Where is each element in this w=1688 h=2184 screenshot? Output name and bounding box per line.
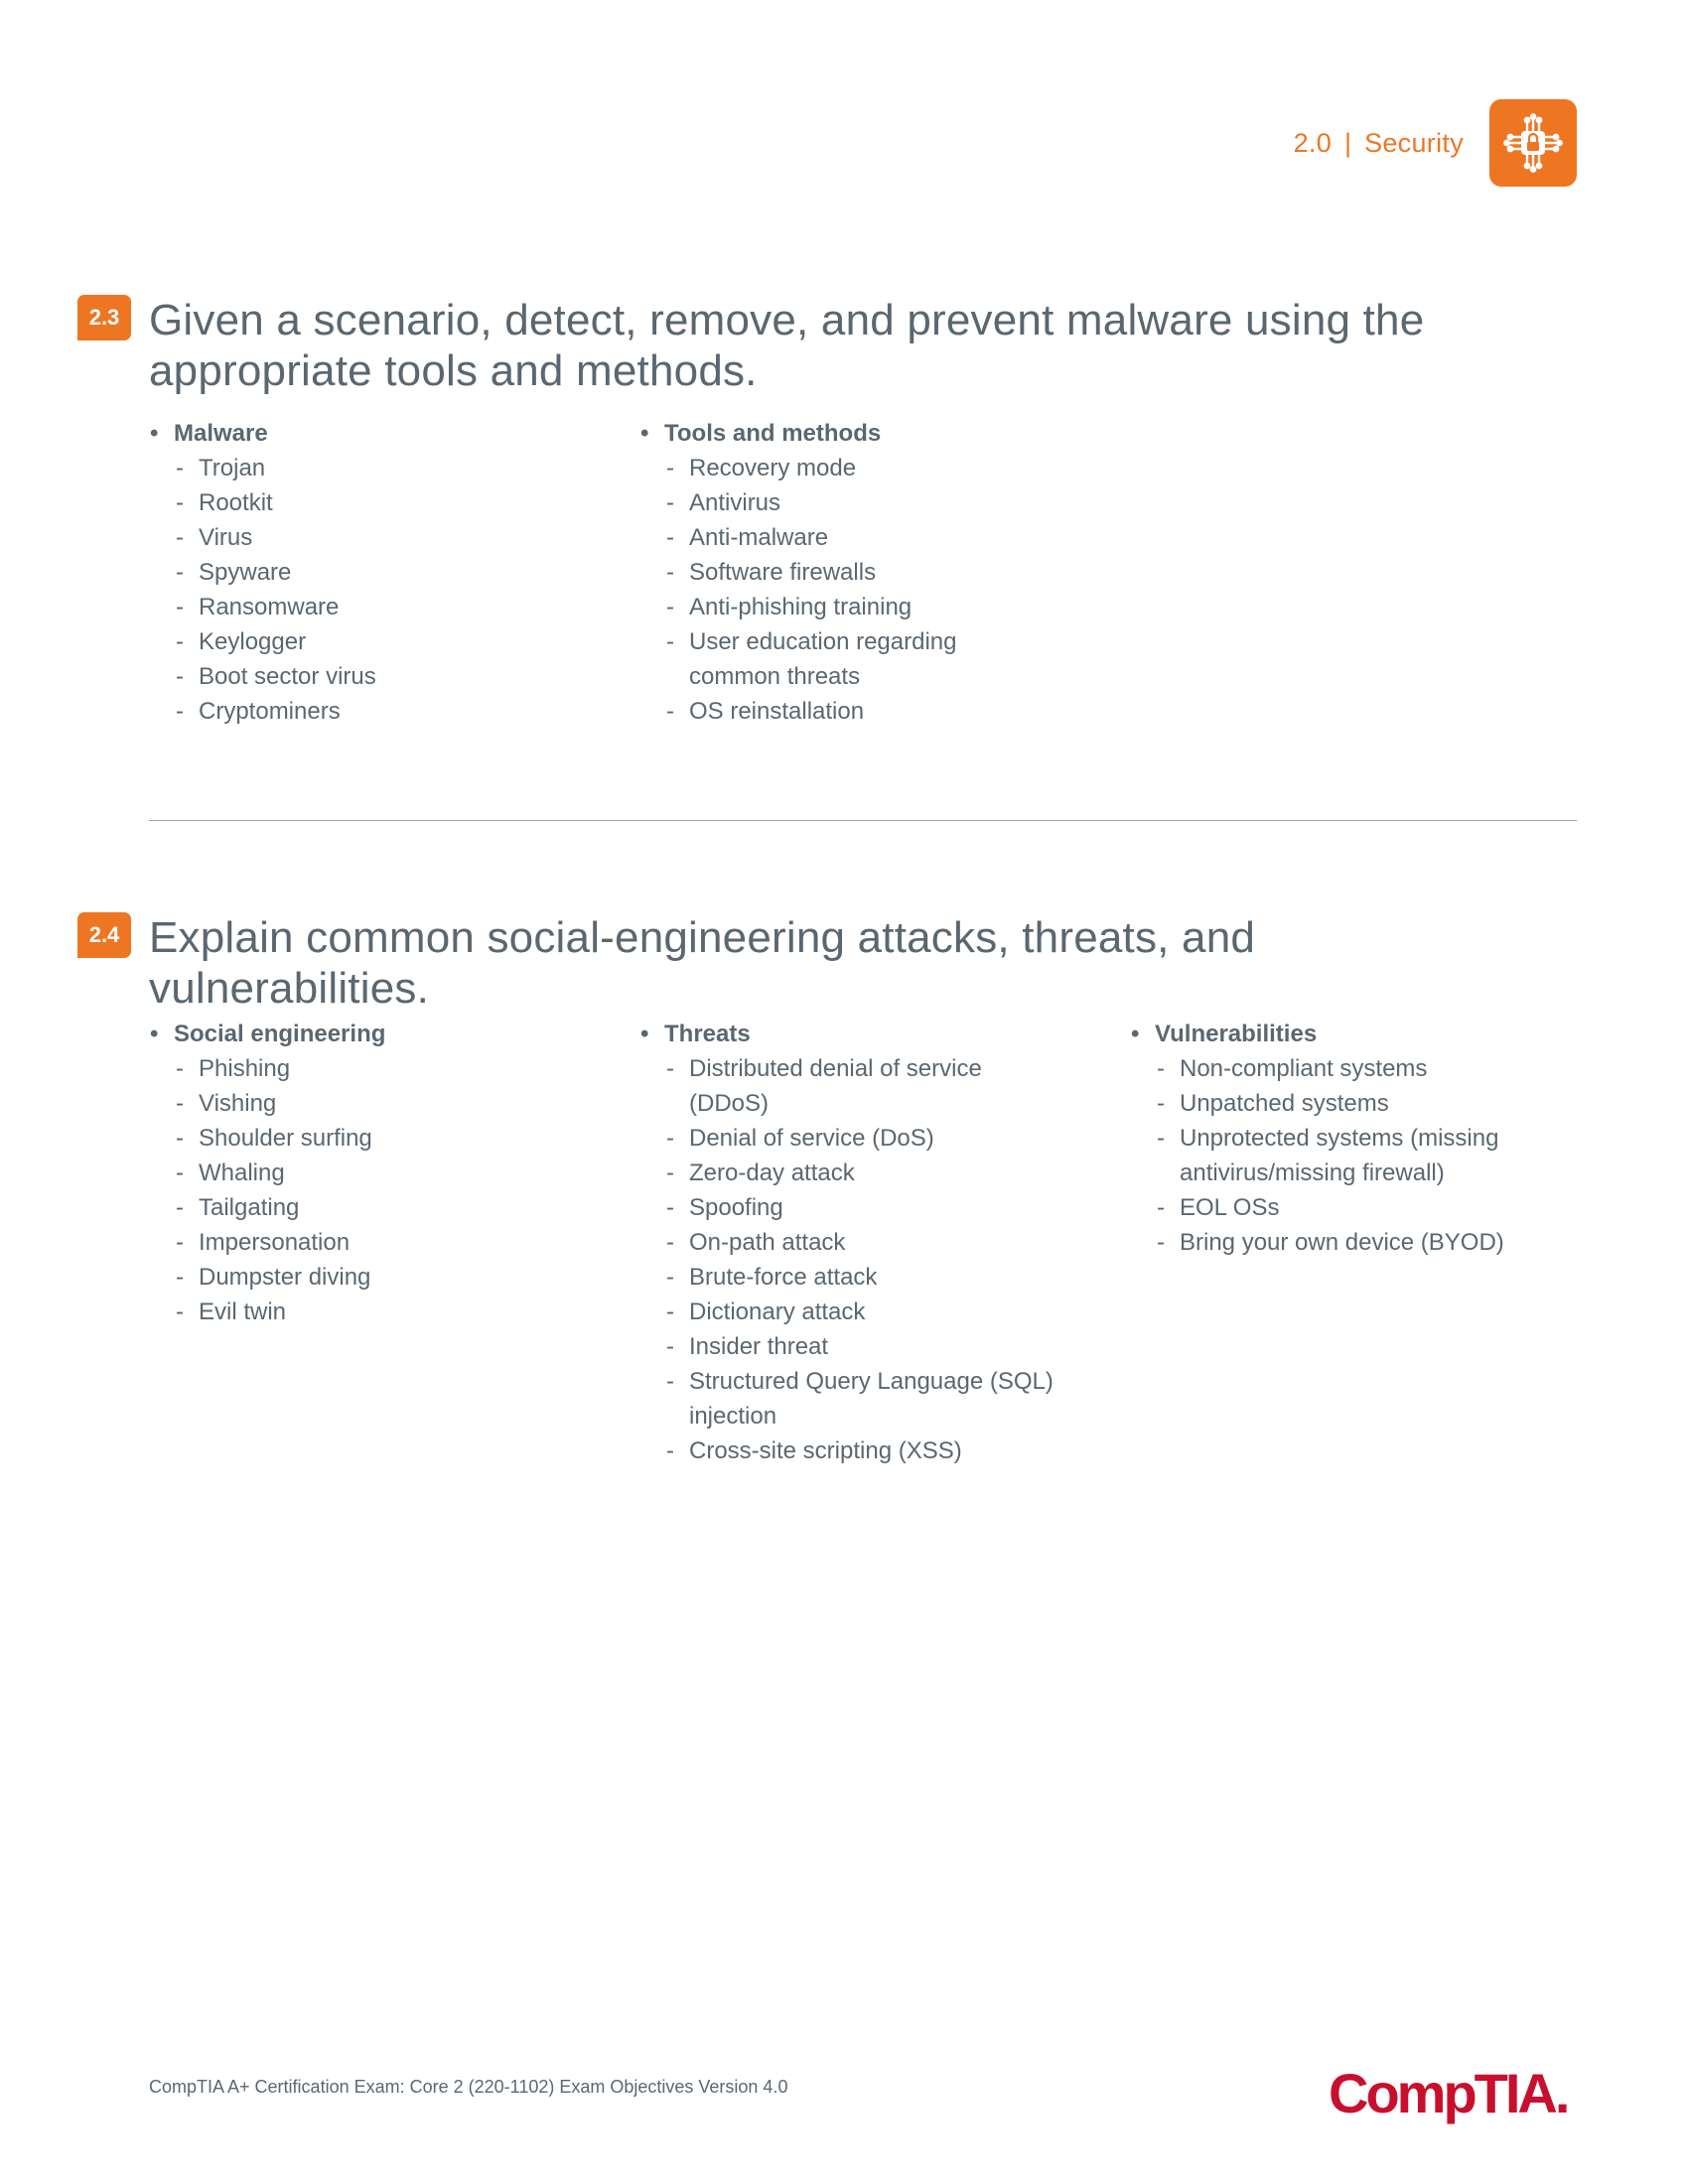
list-item: - User education regarding common threats <box>639 624 1007 694</box>
item-list <box>1130 1051 1577 1260</box>
list-item: - On-path attack <box>639 1225 1056 1260</box>
objective-number-badge: 2.3 <box>77 295 131 341</box>
list-item: - Dictionary attack <box>639 1295 1056 1329</box>
list-item: - Whaling <box>149 1156 639 1190</box>
column-heading: • Social engineering <box>149 1017 639 1051</box>
list-item: - Phishing <box>149 1051 639 1086</box>
list-item: - Spoofing <box>639 1190 1056 1225</box>
objective-2-3 <box>77 295 1577 729</box>
list-item: - Denial of service (DoS) <box>639 1121 1056 1156</box>
section-title: Security <box>1364 127 1464 158</box>
column-heading: • Malware <box>149 416 639 451</box>
objective-columns <box>149 1017 1577 1468</box>
list-item: - Antivirus <box>639 485 1007 520</box>
objective-columns <box>149 416 1577 729</box>
column-heading: • Vulnerabilities <box>1130 1017 1577 1051</box>
list-item: - Anti-phishing training <box>639 590 1007 624</box>
objective-number-badge: 2.4 <box>77 912 131 958</box>
security-lock-circuit-icon <box>1489 99 1577 187</box>
list-item: - Trojan <box>149 451 639 485</box>
list-item: - Tailgating <box>149 1190 639 1225</box>
header-separator: | <box>1344 127 1352 158</box>
objective-2-4 <box>77 912 1577 1468</box>
list-item: - Unpatched systems <box>1130 1086 1577 1121</box>
column-heading: • Tools and methods <box>639 416 1130 451</box>
objective-title: Explain common social-engineering attacks, threats, and vulnerabilities. <box>149 913 1256 1013</box>
list-item: - Distributed denial of service (DDoS) <box>639 1051 1056 1121</box>
list-item: - Spyware <box>149 555 639 590</box>
footer-text: CompTIA A+ Certification Exam: Core 2 (220-1102) Exam Objectives Version 4.0 <box>149 2077 788 2097</box>
list-item: - Dumpster diving <box>149 1260 639 1295</box>
item-list <box>639 451 1007 729</box>
list-item: - Rootkit <box>149 485 639 520</box>
logo-wordmark: CompTIA. <box>1329 2065 1568 2124</box>
column-threats <box>639 1017 1130 1468</box>
list-item: - Non-compliant systems <box>1130 1051 1577 1086</box>
list-item: - Recovery mode <box>639 451 1007 485</box>
column-social-engineering <box>149 1017 639 1468</box>
list-item: - Software firewalls <box>639 555 1007 590</box>
section-number: 2.0 <box>1293 127 1333 158</box>
list-item: - Keylogger <box>149 624 639 659</box>
list-item: - OS reinstallation <box>639 694 1007 729</box>
list-item: - Cryptominers <box>149 694 639 729</box>
list-item: - Zero-day attack <box>639 1156 1056 1190</box>
list-item: - Structured Query Language (SQL) injection <box>639 1364 1056 1433</box>
list-item: - Brute-force attack <box>639 1260 1056 1295</box>
list-item: - Vishing <box>149 1086 639 1121</box>
list-item: - Boot sector virus <box>149 659 639 694</box>
list-item: - Impersonation <box>149 1225 639 1260</box>
list-item: - Shoulder surfing <box>149 1121 639 1156</box>
section-divider <box>149 820 1577 821</box>
list-item: - Virus <box>149 520 639 555</box>
list-item: - Bring your own device (BYOD) <box>1130 1225 1577 1260</box>
column-vulnerabilities <box>1130 1017 1577 1468</box>
item-list <box>639 1051 1056 1468</box>
list-item: - Ransomware <box>149 590 639 624</box>
objective-title: Given a scenario, detect, remove, and prevent malware using the appropriate tools and methods. <box>149 296 1425 395</box>
item-list <box>149 1051 639 1329</box>
section-header <box>1294 99 1577 187</box>
list-item: - Unprotected systems (missing antivirus/missing firewall) <box>1130 1121 1577 1190</box>
list-item: - EOL OSs <box>1130 1190 1577 1225</box>
list-item: - Anti-malware <box>639 520 1007 555</box>
list-item: - Insider threat <box>639 1329 1056 1364</box>
column-tools-and-methods <box>639 416 1130 729</box>
column-malware <box>149 416 639 729</box>
list-item: - Cross-site scripting (XSS) <box>639 1433 1056 1468</box>
comptia-logo <box>1329 2065 1577 2129</box>
column-heading: • Threats <box>639 1017 1130 1051</box>
list-item: - Evil twin <box>149 1295 639 1329</box>
item-list <box>149 451 639 729</box>
